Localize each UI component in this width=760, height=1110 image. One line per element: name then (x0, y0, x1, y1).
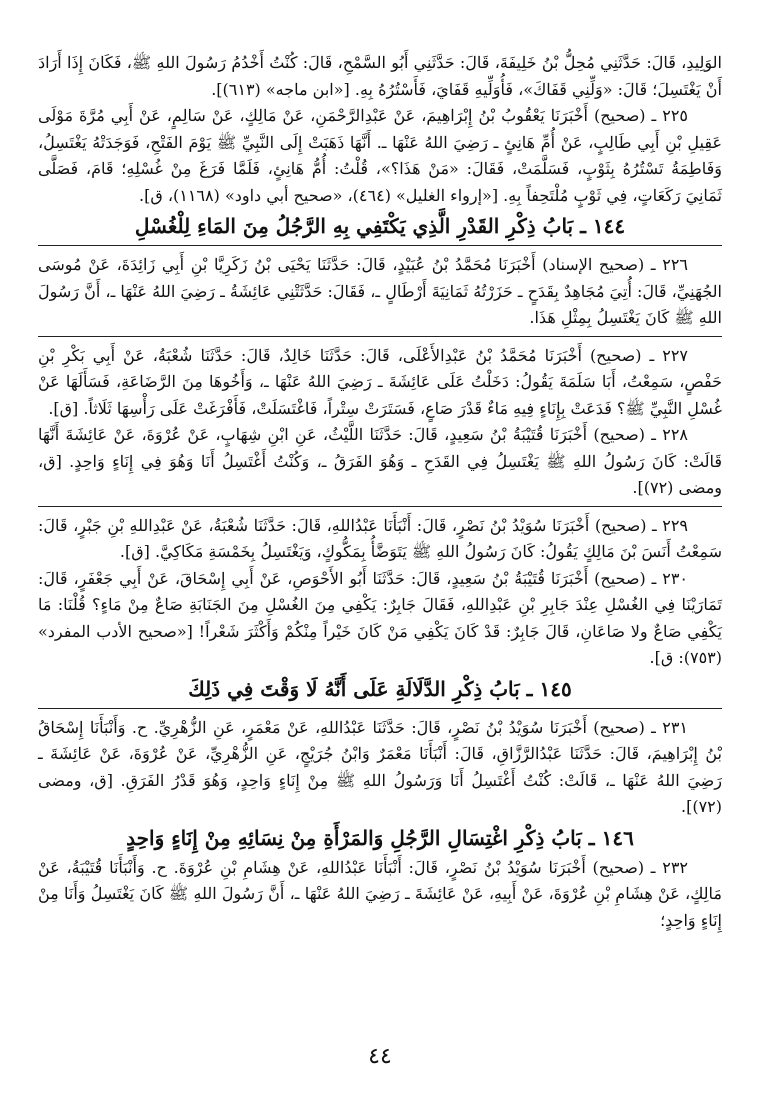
hadith-paragraph: ٢٣٠ ـ (صحيح) أَخْبَرَنَا قُتَيْبَةُ بْنُ سَعِيدٍ، قَالَ: حَدَّثَنَا أَبُو الأَحْوَصِ، عَنْ أَبِي إِسْحَاقَ، عَنْ أَبِي جَعْفَرٍ، قَالَ: تَمَارَيْنَا فِي الغُسْلِ عِنْدَ جَابِرِ بْنِ عَبْدِاللهِ، فَقَالَ جَابِرٌ: يَكْفِي مِنَ الغُسْلِ مِنَ الجَنَابَةِ صَاعٌ مِنْ مَاءٍ؟ قُلْنَا: مَا يَكْفِي صَاعٌ ولا صَاعَانِ، قَالَ جَابِرٌ: قَدْ كَانَ يَكْفِي مَنْ كَانَ خَيْراً مِنْكُمْ وَأَكْثَرَ شَعْراً! [«صحيح الأدب المفرد» (٧٥٣): ق]. (38, 568, 723, 667)
hadith-paragraph: ٢٢٨ ـ (صحيح) أَخْبَرَنَا قُتَيْبَةُ بْنُ سَعِيدٍ، قَالَ: حَدَّثَنَا اللَّيْثُ، عَنِ ابْنِ شِهَابٍ، عَنْ عُرْوَةَ، عَنْ عَائِشَةَ أَنَّهَا قَالَتْ: كَانَ رَسُولُ اللهِ ﷺ يَغْتَسِلُ فِي القَدَحِ ـ وَهُوَ الفَرَقُ ـ، وَكُنْتُ أَغْتَسِلُ أَنَا وَهُوَ فِي إِنَاءٍ وَاحِدٍ. [ق، ومضى (٧٢)]. (38, 425, 723, 497)
hadith-paragraph: ٢٢٥ ـ (صحيح) أَخْبَرَنَا يَعْقُوبُ بْنُ إِبْرَاهِيمَ، عَنْ عَبْدِالرَّحْمَنِ، عَنْ مَالِكٍ، عَنْ سَالِمٍ، عَنْ أَبِي مُرَّةَ مَوْلَى عَقِيلِ بْنِ أَبِي طَالِبٍ، عَنْ أُمِّ هَانِئٍ ـ رَضِيَ اللهُ عَنْهَا ـ. أَنَّهَا ذَهَبَتْ إِلَى النَّبِيِّ ﷺ يَوْمَ الفَتْحِ، فَوَجَدَتْهُ يَغْتَسِلُ، وَفَاطِمَةُ تَسْتُرُهُ بِثَوْبٍ، فَسَلَّمَتْ، فَقَالَ: «مَنْ هَذَا؟»، قُلْتُ: أُمُّ هَانِئٍ، فَلَمَّا فَرَغَ مِنْ غُسْلِهِ؛ قَامَ، فَصَلَّى ثَمَانِيَ رَكَعَاتٍ، فِي ثَوْبٍ مُلْتَحِفاً بِهِ. [«إرواء الغليل» (٤٦٤)، «صحيح أبي داود» (١١٦٨)، ق]. (38, 106, 722, 205)
hadith-paragraph: ٢٣١ ـ (صحيح) أَخْبَرَنَا سُوَيْدُ بْنُ نَصْرٍ، قَالَ: حَدَّثَنَا عَبْدُاللهِ، عَنْ مَعْمَرٍ، عَنِ الزُّهْرِيِّ. ح. وَأَنْبَأَنَا إِسْحَاقُ بْنُ إِبْرَاهِيمَ، قَالَ: حَدَّثَنَا عَبْدُالرَّزَّاقِ، قَالَ: أَنْبَأَنَا مَعْمَرٌ وَابْنُ جُرَيْجٍ، عَنِ الزُّهْرِيِّ، عَنْ عُرْوَةَ، عَنْ عَائِشَةَ ـ رَضِيَ اللهُ عَنْهَا ـ، قَالَتْ: كُنْتُ أَغْتَسِلُ أَنَا وَرَسُولُ اللهِ ﷺ مِنْ إِنَاءٍ وَاحِدٍ، وَهُوَ قَدْرُ الفَرَقِ. [ق، ومضى (٧٢)]. (38, 717, 722, 816)
page-body (38, 50, 722, 934)
section-divider (38, 506, 722, 507)
hadith-paragraph: ٢٢٦ ـ (صحيح الإسناد) أَخْبَرَنَا مُحَمَّدُ بْنُ عُبَيْدٍ، قَالَ: حَدَّثَنَا يَحْيَى بْنُ زَكَرِيَّا بْنِ أَبِي زَائِدَةَ، عَنْ مُوسَى الجُهَنِيِّ، قَالَ: أُتِيَ مُجَاهِدٌ بِقَدَحٍ ـ حَزَرْتُهُ ثَمَانِيَةَ أَرْطَالٍ ـ، فَقَالَ: حَدَّثَتْنِي عَائِشَةُ ـ رَضِيَ اللهُ عَنْهَا ـ، أَنَّ رَسُولَ اللهِ ﷺ كَانَ يَغْتَسِلُ بِمِثْلِ هَذَا. (38, 255, 722, 327)
chapter-heading: ١٤٤ ـ بَابُ ذِكْرِ القَدْرِ الَّذِي يَكْتَفِي بِهِ الرَّجُلُ مِنَ المَاءِ لِلْغُسْلِ (134, 214, 626, 238)
hadith-paragraph: ٢٣٢ ـ (صحيح) أَخْبَرَنَا سُوَيْدُ بْنُ نَصْرٍ، قَالَ: أَنْبَأَنَا عَبْدُاللهِ، عَنْ هِشَامِ بْنِ عُرْوَةَ. ح. وَأَنْبَأَنَا قُتَيْبَةُ، عَنْ مَالِكٍ، عَنْ هِشَامِ بْنِ عُرْوَةَ، عَنْ أَبِيهِ، عَنْ عَائِشَةَ ـ رَضِيَ اللهُ عَنْهَا ـ، أَنَّ رَسُولَ اللهِ ﷺ كَانَ يَغْتَسِلُ وَأَنَا مِنْ إِنَاءٍ وَاحِدٍ؛ (38, 857, 722, 930)
chapter-heading: ١٤٥ ـ بَابُ ذِكْرِ الدَّلَالَةِ عَلَى أَنَّهُ لَا وَقْتَ فِي ذَلِكَ (188, 676, 572, 701)
page-number: ٤٤ (368, 1044, 392, 1069)
chapter-heading: ١٤٦ ـ بَابُ ذِكْرِ اغْتِسَالِ الرَّجُلِ وَالمَرْأَةِ مِنْ نِسَائِهِ مِنْ إِنَاءٍ وَاحِدٍ (126, 825, 634, 850)
hadith-paragraph: ٢٢٧ ـ (صحيح) أَخْبَرَنَا مُحَمَّدُ بْنُ عَبْدِالأَعْلَى، قَالَ: حَدَّثَنَا خَالِدٌ، قَالَ: حَدَّثَنَا شُعْبَةُ، عَنْ أَبِي بَكْرِ بْنِ حَفْصٍ، سَمِعْتُ، أَبَا سَلَمَةَ يَقُولُ: دَخَلْتُ عَلَى عَائِشَةَ ـ رَضِيَ اللهُ عَنْهَا ـ، وَأَخُوهَا مِنَ الرَّضَاعَةِ، فَسَأَلَهَا عَنْ غُسْلِ النَّبِيِّ ﷺ؟ فَدَعَتْ بِإِنَاءٍ فِيهِ مَاءٌ قَدْرَ صَاعٍ، فَسَتَرَتْ سِتْراً، فَاغْتَسَلَتْ، فَأَفْرَغَتْ عَلَى رَأْسِهَا ثَلَاثاً. [ق]. (38, 345, 723, 418)
hadith-paragraph: الوَلِيدِ، قَالَ: حَدَّثَنِي مُحِلُّ بْنُ خَلِيفَةَ، قَالَ: حَدَّثَنِي أَبُو السَّمْحِ، قَالَ: كُنْتُ أَخْدُمُ رَسُولَ اللهِ ﷺ، فَكَانَ إِذَا أَرَادَ أَنْ يَغْتَسِلَ؛ قَالَ: «وَلِّنِي قَفَاكَ»، فَأُوَلِّيهِ قَفَايَ، فَأَسْتُرُهُ بِهِ. [«ابن ماجه» (٦١٣)]. (38, 53, 722, 99)
hadith-paragraph: ٢٢٩ ـ (صحيح) أَخْبَرَنَا سُوَيْدُ بْنُ نَصْرٍ، قَالَ: أَنْبَأَنَا عَبْدُاللهِ، قَالَ: حَدَّثَنَا شُعْبَةُ، عَنْ عَبْدِاللهِ بْنِ جَبْرٍ، قَالَ: سَمِعْتُ أَنَسَ بْنَ مَالِكٍ يَقُولُ: كَانَ رَسُولُ اللهِ ﷺ يَتَوَضَّأُ بِمَكُّوكٍ، وَيَغْتَسِلُ بِخَمْسَةِ مَكَاكِيَّ. [ق]. (38, 515, 722, 561)
section-divider (38, 336, 722, 337)
section-divider (38, 708, 722, 709)
section-divider (38, 245, 722, 246)
